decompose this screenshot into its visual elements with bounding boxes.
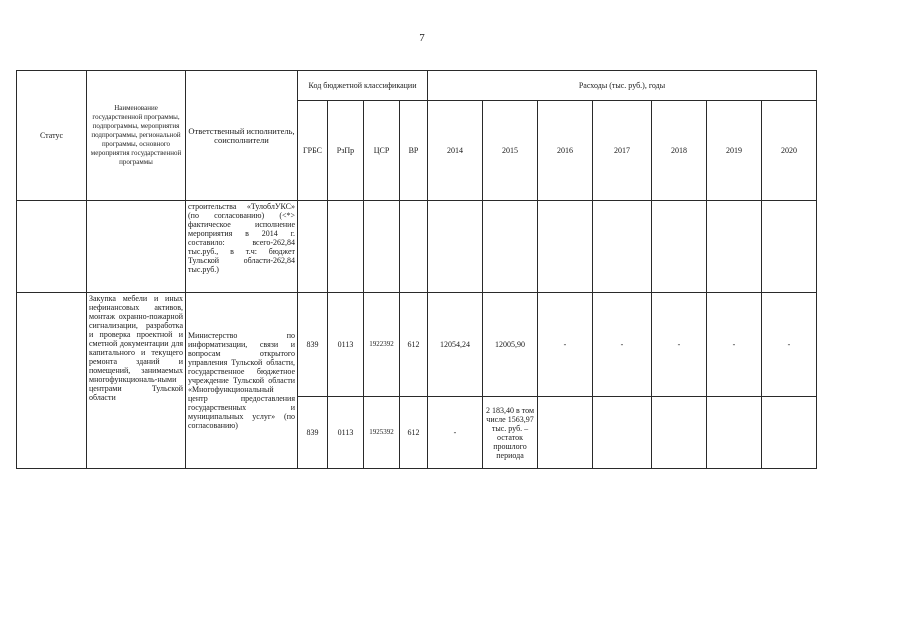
header-year-2020: 2020 (762, 101, 817, 201)
cell-empty (762, 201, 817, 293)
cell-2019: - (707, 293, 762, 397)
header-year-2019: 2019 (707, 101, 762, 201)
cell-2014: - (428, 397, 483, 469)
header-status: Статус (17, 71, 87, 201)
header-program-name: Наименование государственной программы, подпрограммы, мероприятия подпрограммы, региональной программы, основного мероприятия государственной программы (87, 71, 186, 201)
cell-csr: 1922392 (364, 293, 400, 397)
cell-empty (593, 201, 652, 293)
cell-empty (538, 201, 593, 293)
cell-empty (707, 201, 762, 293)
cell-grbs: 839 (298, 293, 328, 397)
cell-empty (483, 201, 538, 293)
cell-grbs: 839 (298, 397, 328, 469)
cell-vr: 612 (400, 397, 428, 469)
header-expenses-group: Расходы (тыс. руб.), годы (428, 71, 817, 101)
header-budget-code-group: Код бюджетной классификации (298, 71, 428, 101)
cell-executor-continuation: строительства «ТулоблУКС» (по согласованию) (<*> фактическое исполнение мероприятия в 2014 г. составило: всего-262,84 тыс.руб., в т.ч: бюджет Тульской области-262,84 тыс.руб.) (186, 201, 298, 293)
page-number: 7 (419, 32, 425, 44)
header-year-2015: 2015 (483, 101, 538, 201)
cell-csr: 1925392 (364, 397, 400, 469)
header-year-2016: 2016 (538, 101, 593, 201)
table-row-purchase-1 (17, 293, 817, 397)
cell-empty (298, 201, 328, 293)
cell-empty (364, 201, 400, 293)
cell-status-empty (17, 293, 87, 469)
cell-empty (87, 201, 186, 293)
cell-vr: 612 (400, 293, 428, 397)
header-year-2014: 2014 (428, 101, 483, 201)
header-vr: ВР (400, 101, 428, 201)
cell-rzpr: 0113 (328, 293, 364, 397)
table-row-continuation (17, 201, 817, 293)
cell-2015: 2 183,40 в том числе 1563,97 тыс. руб. – остаток прошлого периода (483, 397, 538, 469)
cell-empty (762, 397, 817, 469)
cell-2020: - (762, 293, 817, 397)
header-row-top (17, 71, 817, 101)
cell-empty (652, 397, 707, 469)
cell-empty (538, 397, 593, 469)
cell-2016: - (538, 293, 593, 397)
cell-empty (328, 201, 364, 293)
cell-2014: 12054,24 (428, 293, 483, 397)
budget-table (16, 70, 817, 469)
header-year-2017: 2017 (593, 101, 652, 201)
cell-empty (652, 201, 707, 293)
cell-empty (400, 201, 428, 293)
header-csr: ЦСР (364, 101, 400, 201)
cell-empty (707, 397, 762, 469)
header-year-2018: 2018 (652, 101, 707, 201)
cell-2017: - (593, 293, 652, 397)
cell-executor: Министерство по информатизации, связи и вопросам открытого управления Тульской области, государственное бюджетное учреждение Тульской области «Многофункциональный центр предоставления государственных и муниципальных услуг» (по согласованию) (186, 293, 298, 469)
cell-2018: - (652, 293, 707, 397)
header-executor: Ответственный исполнитель, соисполнители (186, 71, 298, 201)
cell-2015: 12005,90 (483, 293, 538, 397)
cell-rzpr: 0113 (328, 397, 364, 469)
cell-empty (428, 201, 483, 293)
cell-empty (593, 397, 652, 469)
cell-program-name: Закупка мебели и иных нефинансовых активов, монтаж охранно-пожарной сигнализации, разработка и проверка проектной и сметной документации для капитального и текущего ремонта зданий и помещений, занимаемых многофункциональ-ными центрами Тульской области (87, 293, 186, 469)
cell-empty (17, 201, 87, 293)
header-grbs: ГРБС (298, 101, 328, 201)
header-rzpr: РзПр (328, 101, 364, 201)
